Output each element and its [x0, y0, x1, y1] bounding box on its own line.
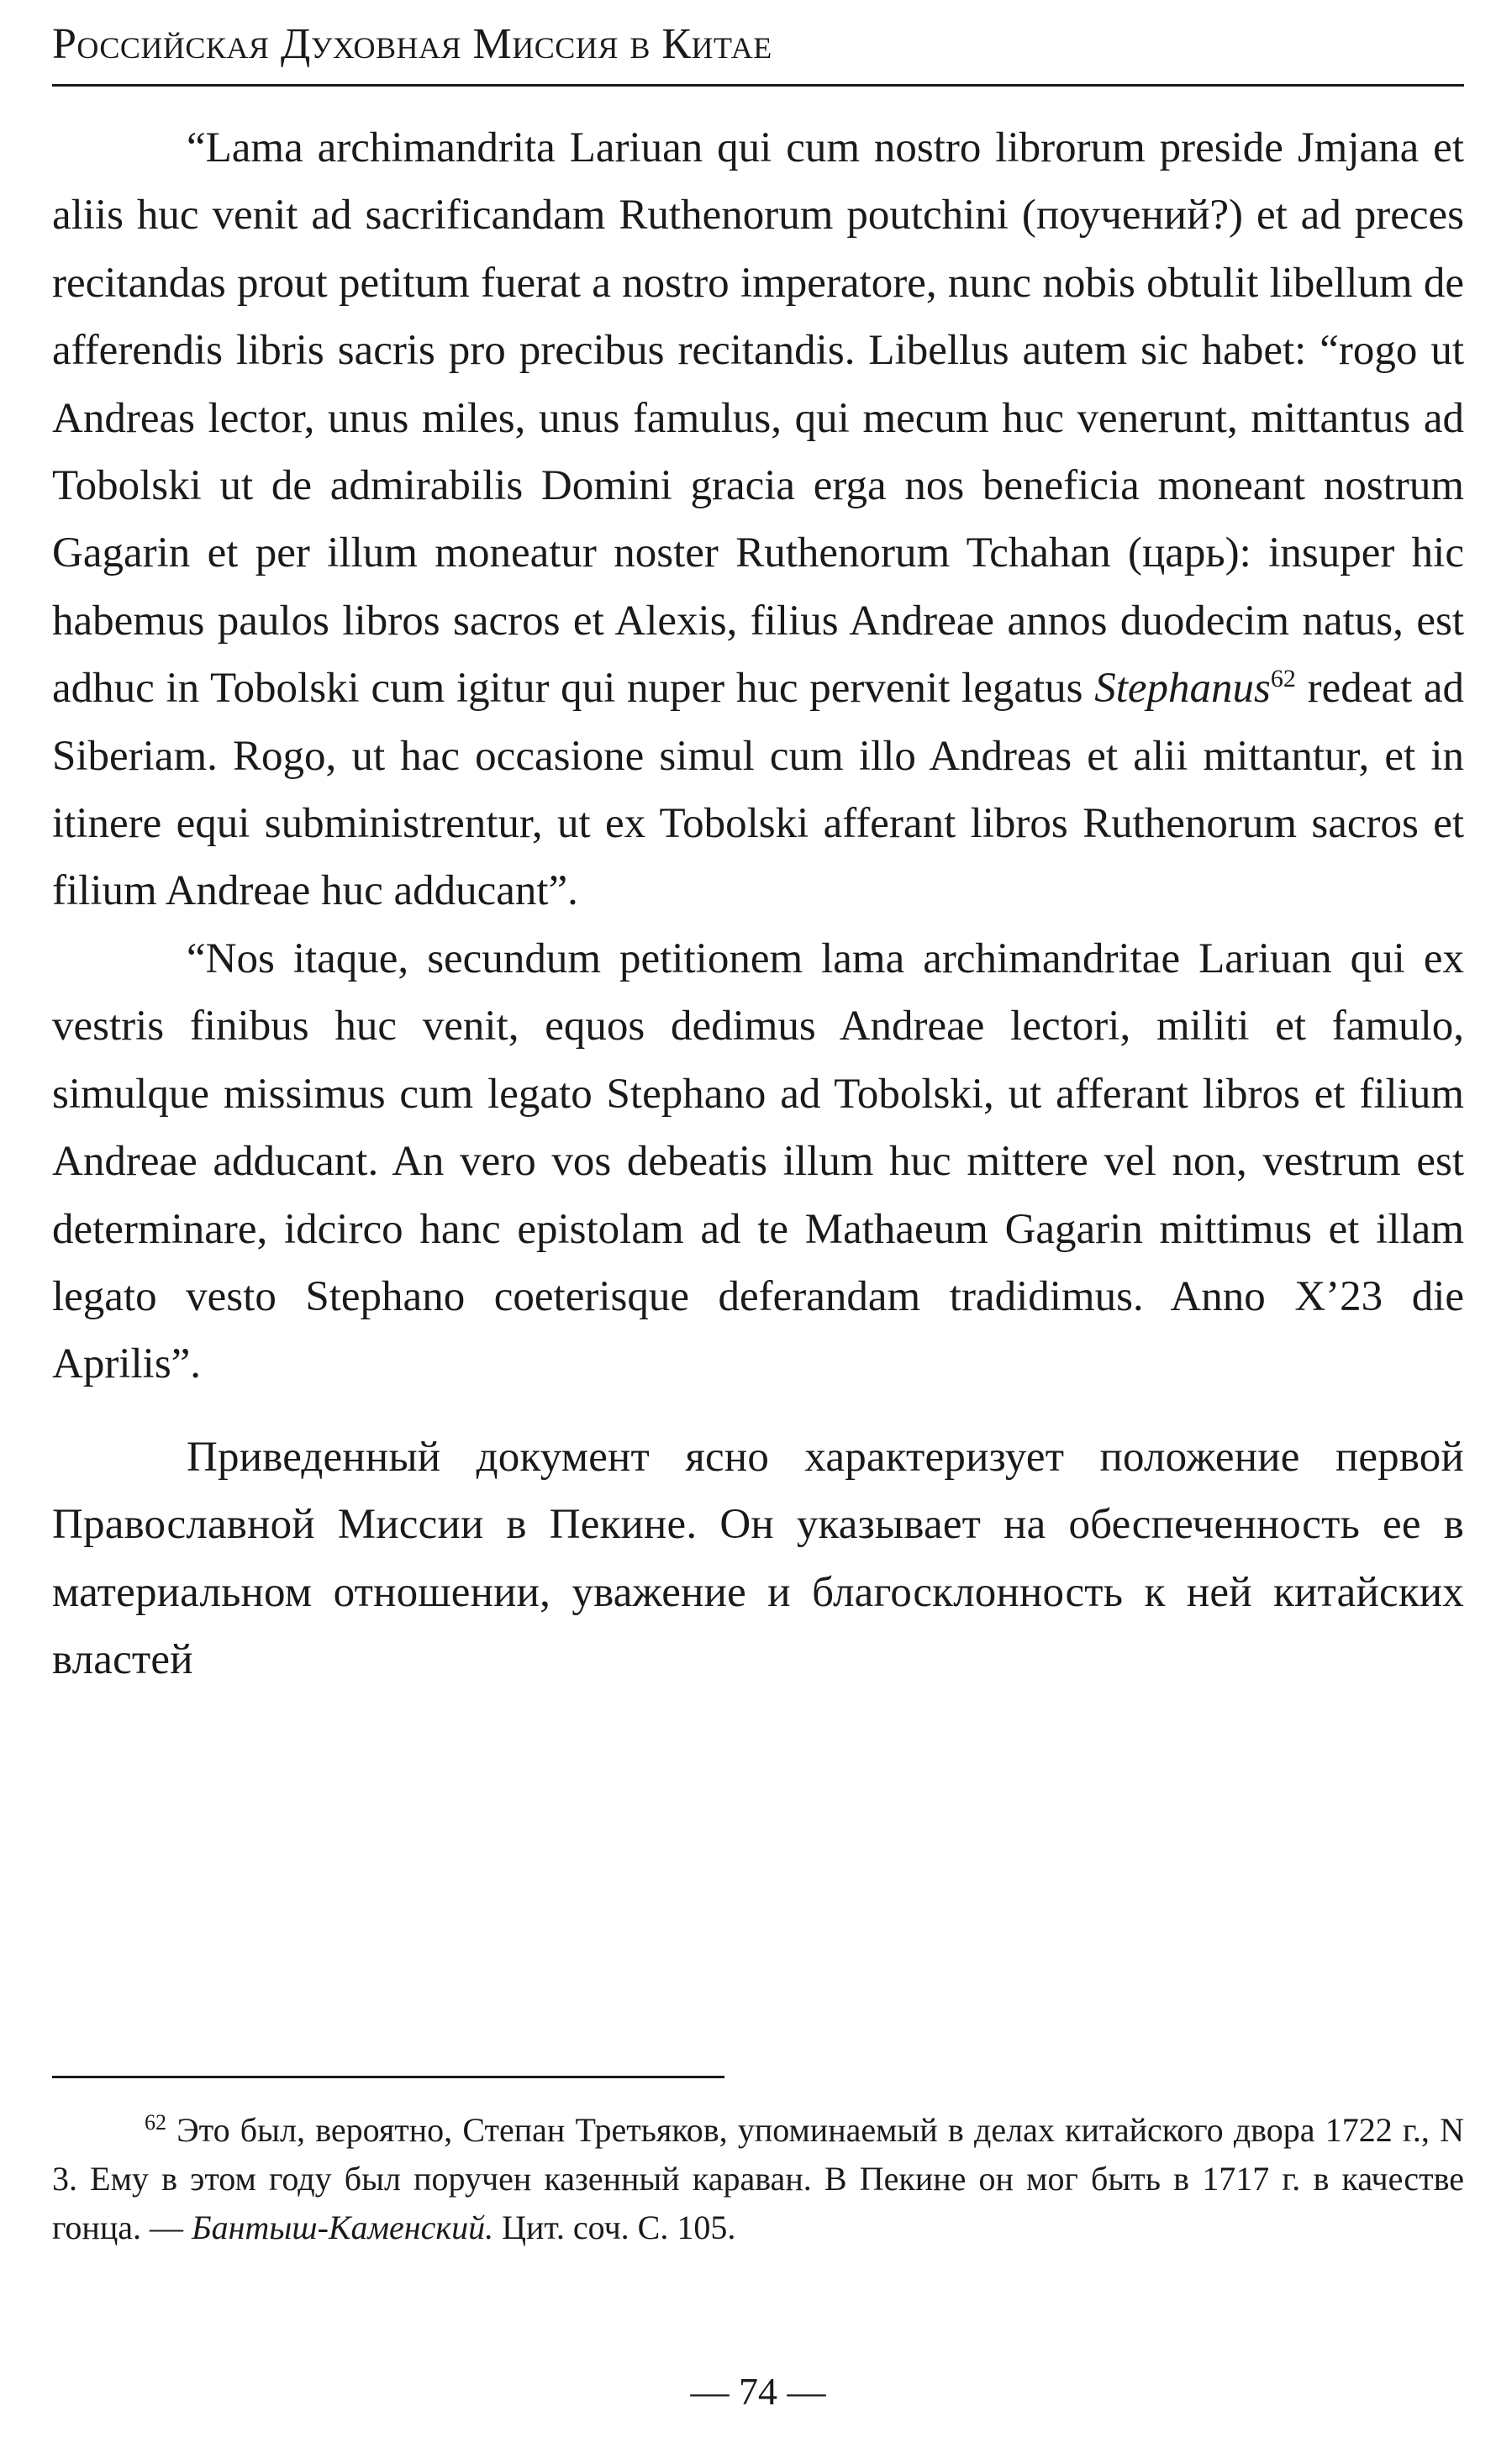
footnote-rule — [52, 2076, 724, 2078]
italic-name-stephanus: Stephanus — [1094, 665, 1271, 713]
running-head: Российская Духовная Миссия в Китае — [52, 20, 772, 68]
russian-paragraph: Приведенный документ ясно характеризует положение первой Православной Миссии в Пекине. Он указывает на обеспеченность ее в материальном отношении, уважение и благосклонность к ней китайских властей — [52, 1433, 1464, 1683]
main-text — [52, 114, 1464, 1693]
footnote-author: Бантыш-Каменский. — [191, 2209, 494, 2246]
latin-paragraph-1-text-a: “Lama archimandrita Lariuan qui cum nostro librorum preside Jmjana et aliis huc venit ad sacrificandam Ruthenorum poutchini (поучений?) et ad preces recitandas prout petitum fuerat a nostro imperatore, nunc nobis obtulit libellum de afferendis libris sacris pro precibus recitandis. Libellus autem sic habet: “rogo ut Andreas lector, unus miles, unus famulus, qui mecum huc venerunt, mittantus ad Tobolski ut de admirabilis Domini gracia erga nos beneficia moneant nostrum Gagarin et per illum moneatur noster Ruthenorum Tchahan (царь): insuper hic habemus paulos libros sacros et Alexis, filius Andreae annos duodecim natus, est adhuc in Tobolski cum igitur qui nuper huc pervenit legatus — [52, 124, 1464, 713]
latin-paragraph-1-text-b: redeat ad Siberiam. Rogo, ut hac occasione simul cum illo Andreas et alii mittantur, et in itinere equi subministrentur, ut ex Tobolski afferant libros Ruthenorum sacros et filium Andreae huc adducant”. — [52, 665, 1464, 915]
book-page — [52, 15, 1464, 2444]
latin-paragraph-2: “Nos itaque, secundum petitionem lama archimandritae Lariuan qui ex vestris finibus huc venit, equos dedimus Andreae lectori, militi et famulo, simulque missimus cum legato Stephano ad Tobolski, ut afferant libros et filium Andreae adducant. An vero vos debeatis illum huc mittere vel non, vestrum est determinare, idcirco hanc epistolam ad te Mathaeum Gagarin mittimus et illam legato vesto Stephano coeterisque deferandam tradidimus. Anno X’23 die Aprilis”. — [52, 935, 1464, 1388]
latin-paragraph-1 — [52, 114, 1464, 925]
footnote-number: 62 — [145, 2110, 166, 2135]
footnote-reference: 62 — [1270, 665, 1296, 693]
page-number: — 74 — — [690, 2370, 826, 2413]
footnote-text: Это был, вероятно, Степан Третьяков, упоминаемый в делах китайского двора 1722 г., N 3. Ему в этом году был поручен казенный караван. В Пекине он мог быть в 1717 г. в качестве гонца. — — [52, 2111, 1464, 2246]
footnote-paragraph — [52, 2106, 1464, 2252]
footnote-citation: Цит. соч. С. 105. — [493, 2209, 736, 2246]
header-rule — [52, 84, 1464, 87]
footnote — [52, 2106, 1464, 2252]
